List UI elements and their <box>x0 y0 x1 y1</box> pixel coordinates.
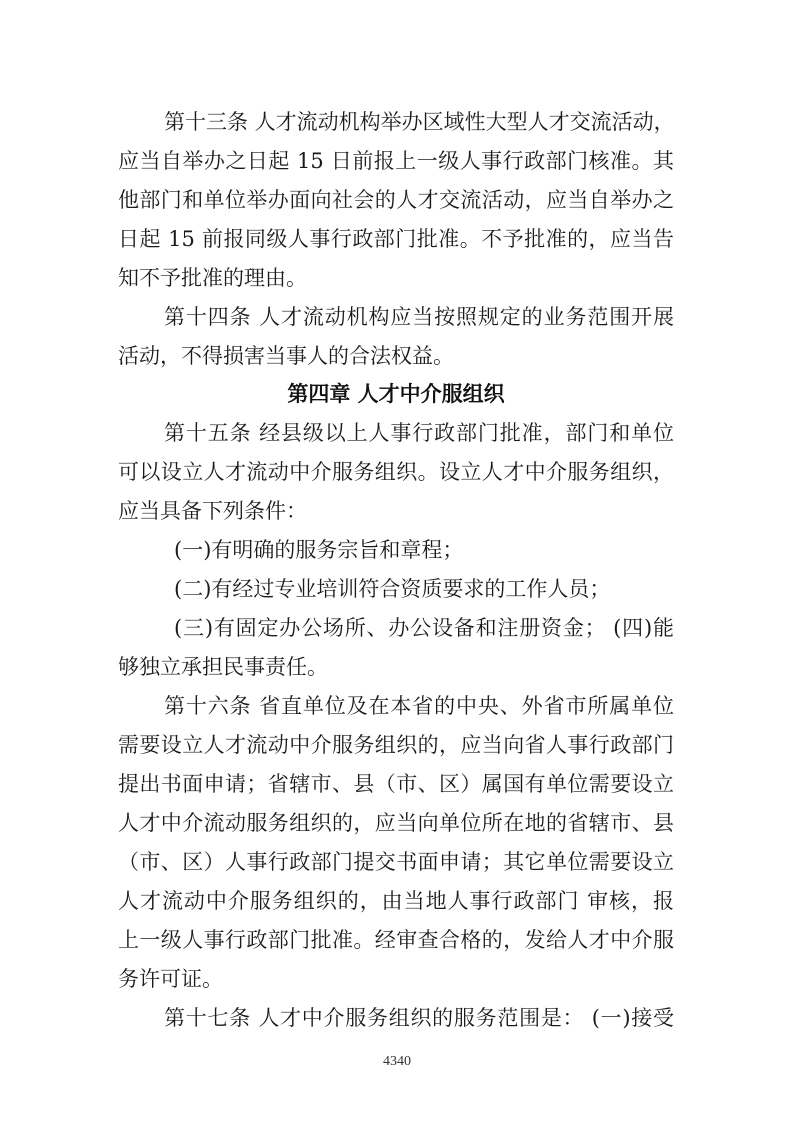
list-item: (一)有明确的服务宗旨和章程； <box>174 538 464 562</box>
chapter-heading: 第四章 人才中介服组织 <box>287 382 505 406</box>
text-line: 第十六条 省直单位及在本省的中央、外省市所属单位 <box>164 694 674 718</box>
text-line: 第十七条 人才中介服务组织的服务范围是： (一)接受 <box>164 1006 674 1030</box>
page-number: 4340 <box>383 1054 411 1069</box>
text-line: 够独立承担民事责任。 <box>118 655 328 679</box>
text-line: 上一级人事行政部门批准。经审查合格的，发给人才中介服 <box>118 928 674 952</box>
text-line: 第十四条 人才流动机构应当按照规定的业务范围开展 <box>164 305 674 329</box>
text-line: 日起 15 前报同级人事行政部门批准。不予批准的，应当告 <box>118 227 674 251</box>
text-line: 应当自举办之日起 15 日前报上一级人事行政部门核准。其 <box>118 149 674 173</box>
text-line: 人才流动中介服务组织的，由当地人事行政部门 审核，报 <box>118 889 674 913</box>
text-line: 人才中介流动服务组织的，应当向单位所在地的省辖市、县 <box>118 811 674 835</box>
text-line: 务许可证。 <box>118 967 223 991</box>
text-line: 活动，不得损害当事人的合法权益。 <box>118 344 454 368</box>
text-line: 可以设立人才流动中介服务组织。设立人才中介服务组织， <box>118 460 674 484</box>
text-line: 需要设立人才流动中介服务组织的，应当向省人事行政部门 <box>118 733 674 757</box>
text-line: 知不予批准的理由。 <box>118 266 307 290</box>
text-line: 应当具备下列条件： <box>118 499 307 523</box>
list-item: (二)有经过专业培训符合资质要求的工作人员； <box>174 577 611 601</box>
list-item: (三)有固定办公场所、办公设备和注册资金； (四)能 <box>174 616 674 640</box>
text-line: 第十三条 人才流动机构举办区域性大型人才交流活动， <box>164 110 675 134</box>
text-line: 提出书面申请；省辖市、县（市、区）属国有单位需要设立 <box>118 772 674 796</box>
text-line: 第十五条 经县级以上人事行政部门批准，部门和单位 <box>164 421 674 445</box>
text-line: （市、区）人事行政部门提交书面申请；其它单位需要设立 <box>118 850 674 874</box>
text-line: 他部门和单位举办面向社会的人才交流活动，应当自举办之 <box>118 188 674 212</box>
